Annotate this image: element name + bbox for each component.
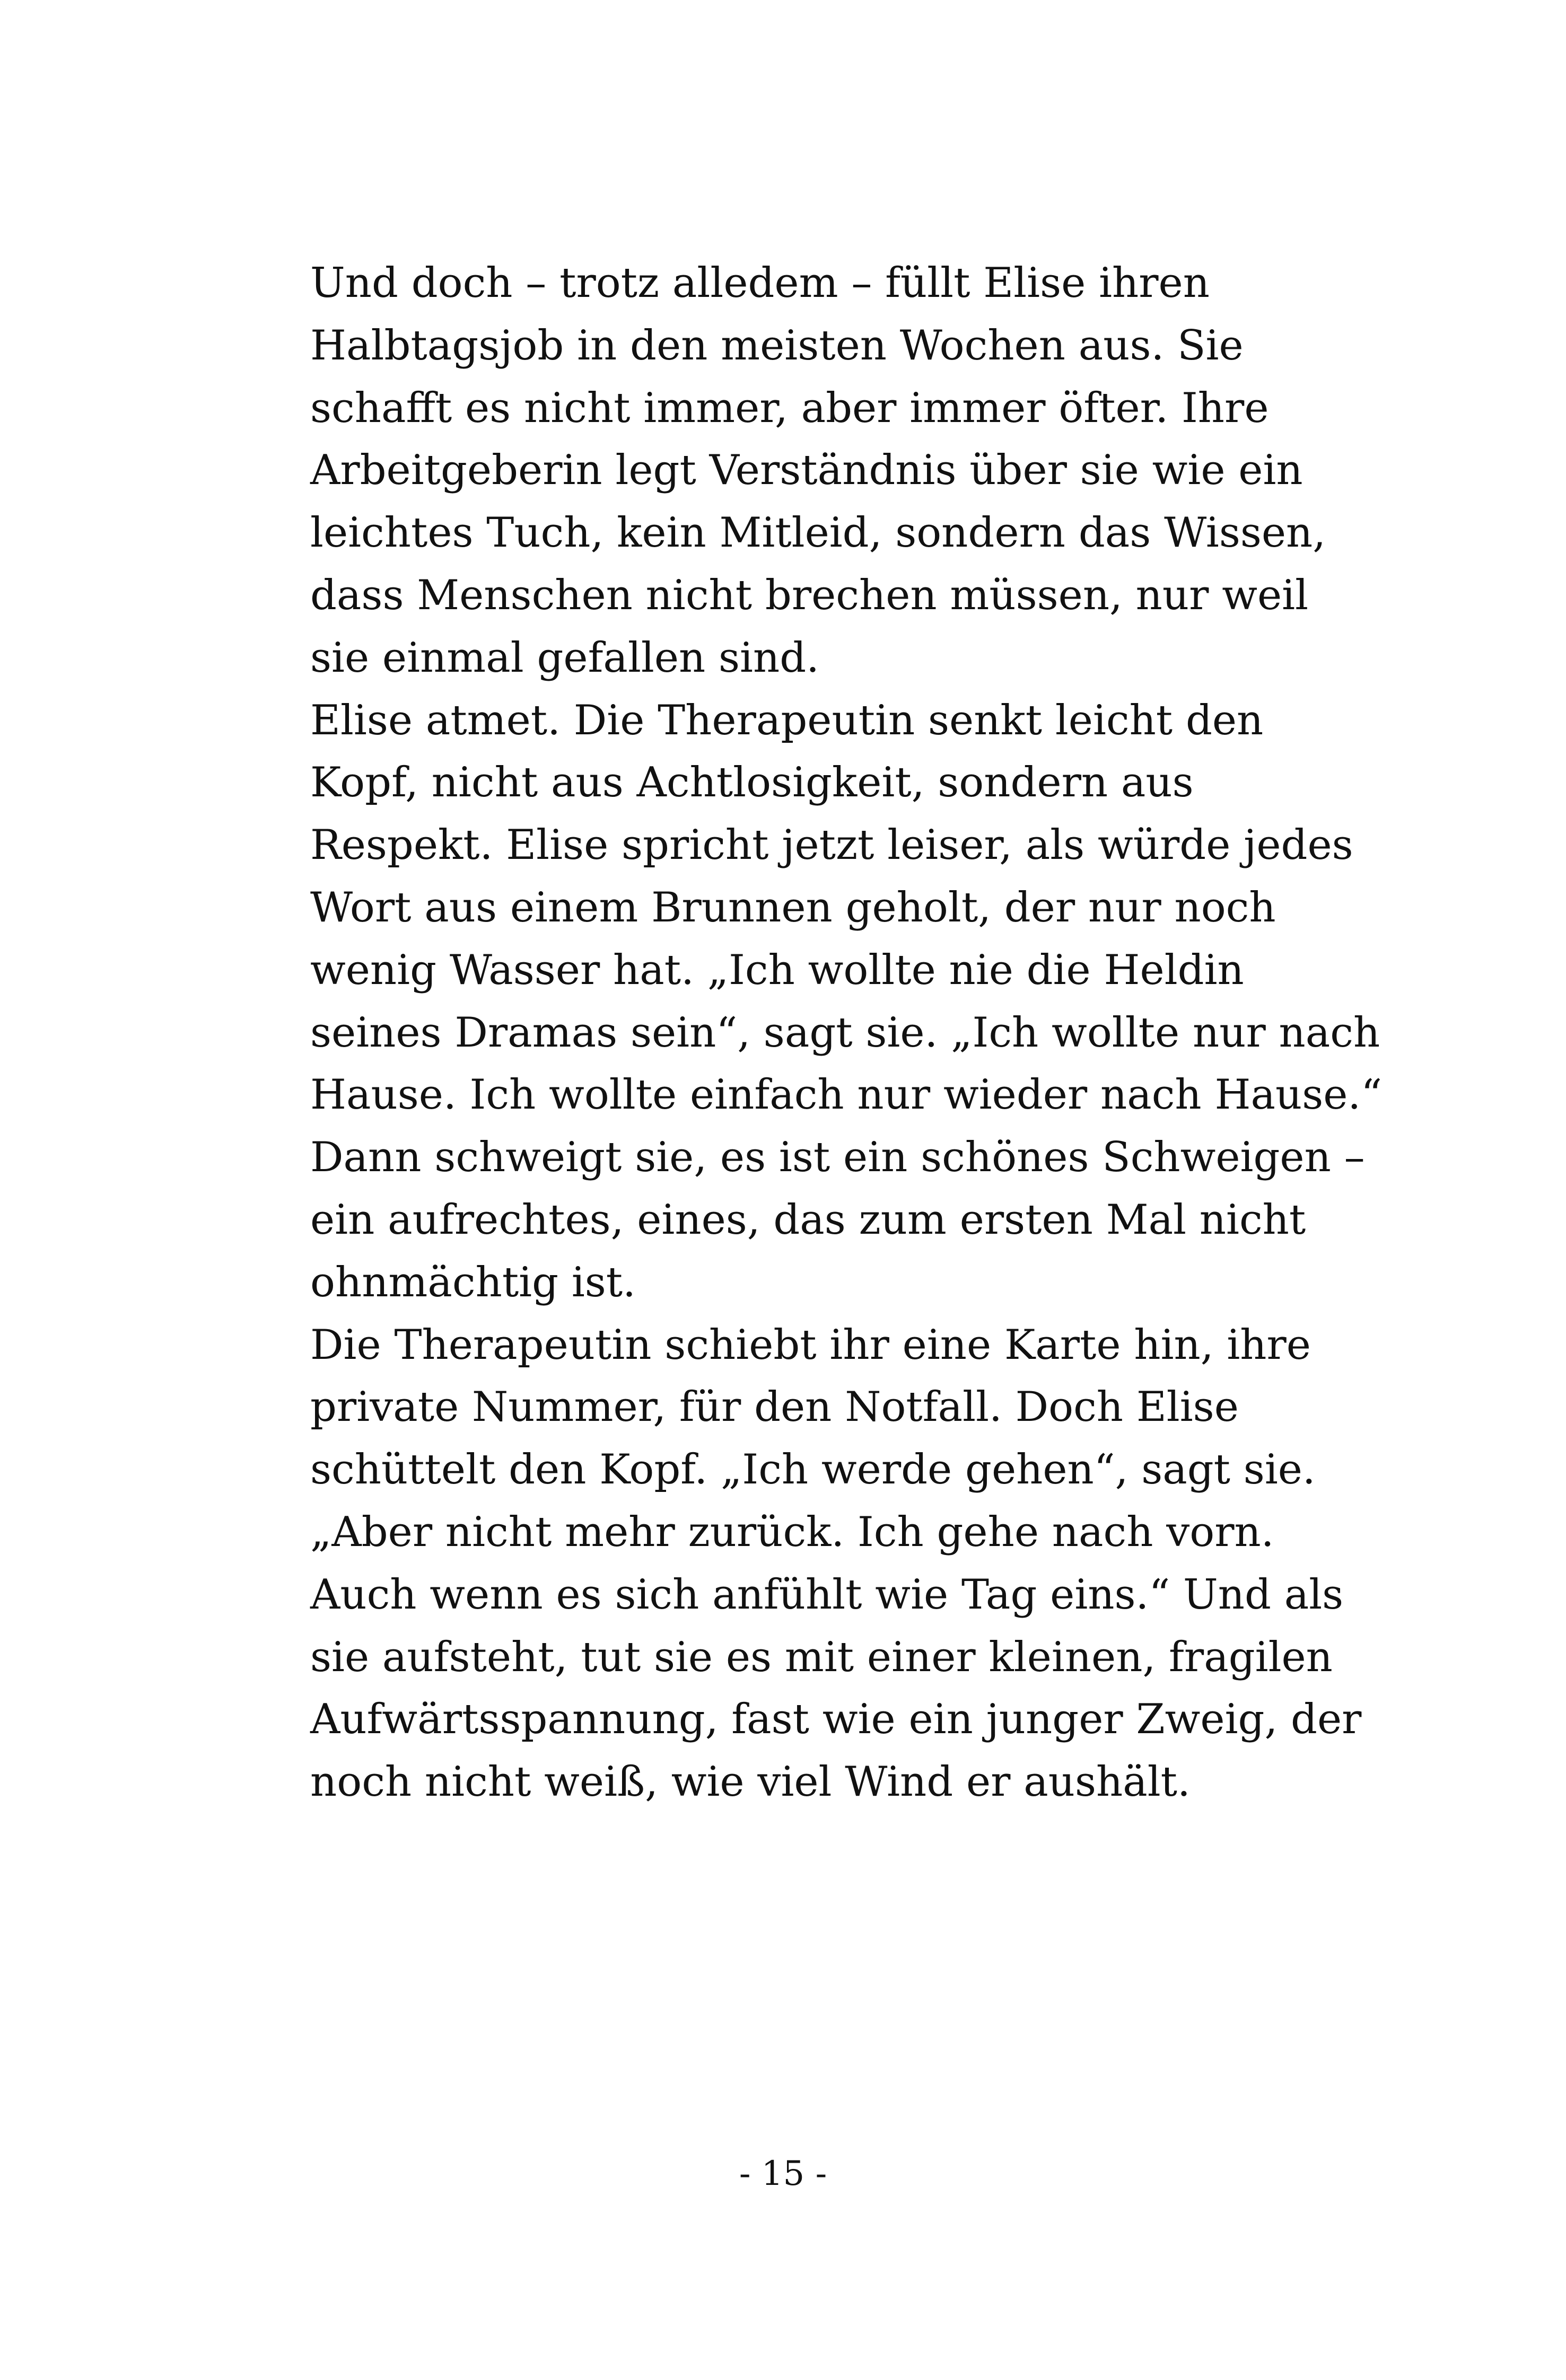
text-line: schafft es nicht immer, aber immer öfter. Ihre [310,384,1269,432]
text-line: Die Therapeutin schiebt ihr eine Karte hin, ihre [310,1321,1311,1369]
text-line: seines Dramas sein“, sagt sie. „Ich wollte nur nach [310,1008,1380,1057]
text-line: Arbeitgeberin legt Verständnis über sie wie ein [310,446,1303,495]
text-line: wenig Wasser hat. „Ich wollte nie die Heldin [310,946,1244,994]
text-line: Respekt. Elise spricht jetzt leiser, als würde jedes [310,821,1353,870]
text-line: leichtes Tuch, kein Mitleid, sondern das Wissen, [310,509,1326,557]
text-line: Kopf, nicht aus Achtlosigkeit, sondern aus [310,759,1194,807]
text-line: private Nummer, für den Notfall. Doch Elise [310,1383,1239,1431]
text-line: dass Menschen nicht brechen müssen, nur weil [310,571,1309,619]
text-line: ohnmächtig ist. [310,1258,636,1306]
text-line: ein aufrechtes, eines, das zum ersten Mal nicht [310,1196,1306,1244]
text-line: Hause. Ich wollte einfach nur wieder nach Hause.“ [310,1071,1383,1119]
text-line: Elise atmet. Die Therapeutin senkt leicht den [310,696,1264,744]
text-line: „Aber nicht mehr zurück. Ich gehe nach vorn. [310,1508,1274,1556]
text-line: Und doch – trotz alledem – füllt Elise ihren [310,259,1210,307]
body-text [310,252,1383,1814]
text-line: sie einmal gefallen sind. [310,634,819,682]
text-line: Auch wenn es sich anfühlt wie Tag eins.“ Und als [310,1570,1344,1619]
text-line: Halbtagsjob in den meisten Wochen aus. Sie [310,321,1244,370]
text-line: sie aufsteht, tut sie es mit einer kleinen, fragilen [310,1633,1333,1681]
text-line: Aufwärtsspannung, fast wie ein junger Zweig, der [310,1696,1362,1744]
text-line: Dann schweigt sie, es ist ein schönes Schweigen – [310,1134,1365,1182]
text-line: noch nicht weiß, wie viel Wind er aushält. [310,1758,1191,1806]
text-line: schüttelt den Kopf. „Ich werde gehen“, sagt sie. [310,1446,1316,1494]
text-line: Wort aus einem Brunnen geholt, der nur noch [310,883,1276,932]
page-number: - 15 - [739,2154,827,2193]
